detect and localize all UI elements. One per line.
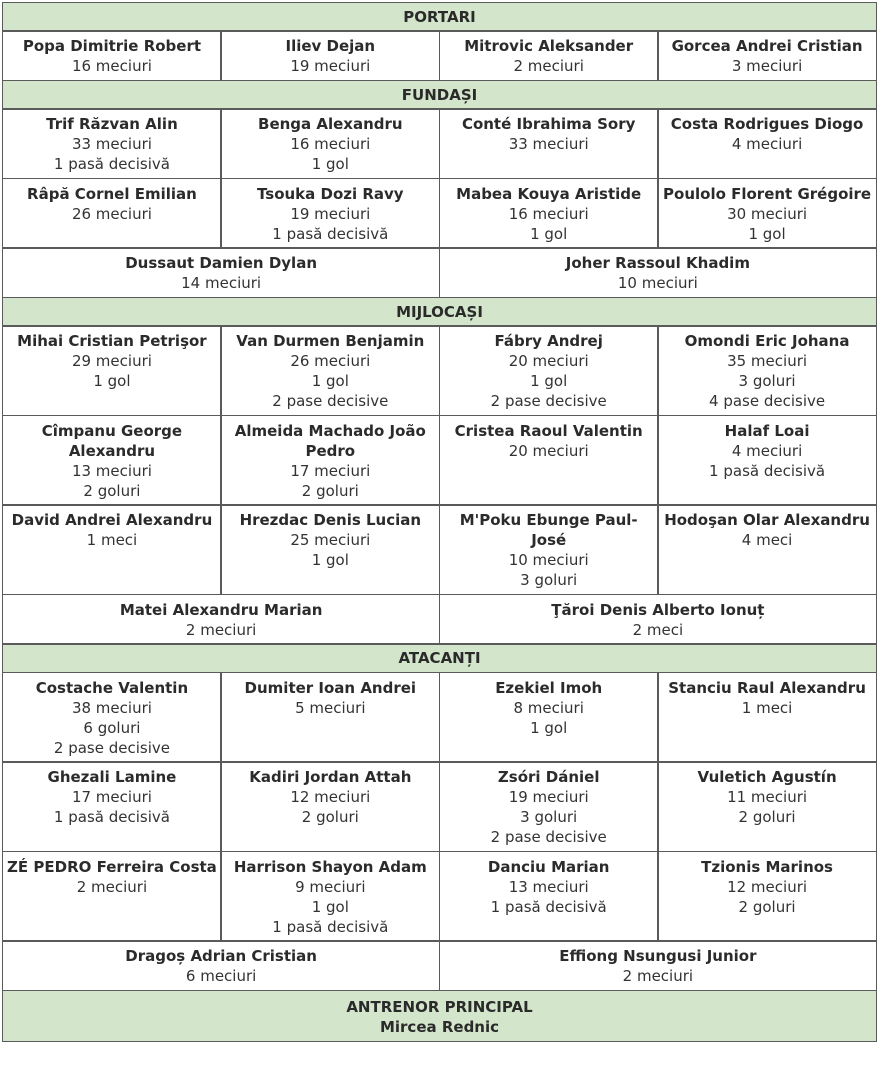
player-stat: 33 meciuri [71,135,152,153]
player-row [2,940,877,991]
player-stat: 1 gol [93,372,131,390]
player-stat: 2 goluri [738,897,796,916]
player-stat: 38 meciuri [71,698,152,717]
player-name: Gorcea Andrei Cristian [671,37,863,55]
player-stat: 19 meciuri [290,57,371,75]
player-stat: 17 meciuri [71,788,152,806]
player-name: Tsouka Dozi Ravy [257,184,404,203]
player-stat: 4 meciuri [731,135,803,153]
player-stat: 2 pase decisive [490,392,607,410]
player-cell [2,672,222,763]
player-stat: 1 meci [741,698,793,717]
player-stat: 2 meciuri [513,57,584,75]
player-stat: 2 meciuri [76,877,148,896]
player-stat: 4 pase decisive [709,392,826,410]
section-header: FUNDAȘI [2,80,877,110]
player-cell [220,178,440,249]
player-row [2,30,877,81]
section-header: ATACANȚI [2,643,877,673]
player-cell [439,940,877,991]
player-stat: 1 pasă decisivă [490,897,607,916]
player-stat: 6 goluri [83,718,141,737]
player-name: Effiong Nsungusi Junior [559,947,757,965]
player-cell [439,325,659,416]
player-name: Zsóri Dániel [497,768,600,786]
player-name: David Andrei Alexandru [11,511,213,529]
player-stat: 1 gol [530,372,568,390]
player-stat: 1 gol [748,224,786,243]
player-row [2,851,877,942]
player-name: Râpă Cornel Emilian [27,184,197,203]
player-cell [657,178,877,249]
player-name: Danciu Marian [487,857,610,876]
player-name: M'Poku Ebunge Paul-José [459,511,638,549]
player-stat: 2 goluri [83,481,141,500]
player-stat: 10 meciuri [617,274,698,292]
player-stat: 2 meciuri [622,967,694,985]
player-stat: 25 meciuri [290,531,371,549]
player-stat: 1 gol [311,551,349,569]
player-name: Van Durmen Benjamin [236,332,425,350]
player-stat: 4 meci [741,531,793,549]
player-stat: 19 meciuri [508,788,589,806]
player-stat: 1 gol [530,224,568,243]
player-cell [2,851,222,942]
player-name: Hodoşan Olar Alexandru [664,511,870,529]
player-cell [657,108,877,179]
player-stat: 1 gol [530,718,568,737]
player-cell [2,504,222,595]
player-cell [2,415,222,506]
player-name: Kadiri Jordan Attah [249,768,412,786]
player-stat: 1 meci [86,531,138,549]
player-cell [439,672,659,763]
player-row [2,325,877,416]
player-cell [220,851,440,942]
player-row [2,761,877,852]
player-stat: 19 meciuri [290,204,371,223]
player-cell [657,325,877,416]
player-stat: 1 gol [311,897,349,916]
player-name: Costache Valentin [35,678,189,697]
player-stat: 20 meciuri [508,352,589,370]
player-name: Mihai Cristian Petrişor [17,332,207,350]
player-stat: 2 goluri [301,808,359,826]
player-cell [439,108,659,179]
player-stat: 3 goluri [520,571,578,589]
player-cell [657,504,877,595]
player-stat: 12 meciuri [727,877,808,896]
player-row [2,108,877,179]
player-name: Cristea Raoul Valentin [454,421,643,440]
player-stat: 1 pasă decisivă [272,917,389,936]
player-cell [2,30,222,81]
player-name: Joher Rassoul Khadim [565,254,750,272]
player-stat: 1 pasă decisivă [709,461,826,480]
player-stat: 2 pase decisive [53,738,170,757]
player-row [2,415,877,506]
player-name: Trif Răzvan Alin [46,115,178,133]
player-stat: 5 meciuri [295,698,366,717]
player-name: Conté Ibrahima Sory [461,115,636,133]
player-stat: 14 meciuri [181,274,262,292]
player-name: Dussaut Damien Dylan [125,254,318,272]
player-cell [439,30,659,81]
player-cell [2,940,440,991]
player-cell [439,178,659,249]
player-stat: 1 gol [311,372,349,390]
player-stat: 30 meciuri [727,204,808,223]
player-name: Cîmpanu George Alexandru [41,421,183,460]
player-row [2,672,877,763]
player-stat: 6 meciuri [185,967,257,985]
player-name: Mabea Kouya Aristide [456,184,642,203]
player-cell [439,247,877,298]
player-name: Mitrovic Aleksander [464,37,634,55]
player-stat: 1 pasă decisivă [272,224,389,243]
player-stat: 2 pase decisive [272,392,389,410]
player-name: Stanciu Raul Alexandru [668,678,866,697]
player-stat: 35 meciuri [727,352,808,370]
player-name: Dragoș Adrian Cristian [125,947,317,965]
player-stat: 16 meciuri [71,57,152,75]
player-cell [439,594,877,645]
player-row [2,504,877,595]
player-stat: 4 meciuri [731,441,803,460]
player-cell [657,672,877,763]
player-name: Costa Rodrigues Diogo [670,115,864,133]
player-name: Harrison Shayon Adam [233,857,427,876]
player-stat: 2 meci [632,620,684,639]
player-name: Iliev Dejan [285,37,376,55]
player-name: Tzionis Marinos [701,857,833,876]
player-cell [2,594,440,645]
player-row [2,247,877,298]
roster-table [2,3,877,1042]
player-stat: 11 meciuri [727,788,808,806]
player-name: Popa Dimitrie Robert [22,37,202,55]
player-name: Ezekiel Imoh [495,678,603,697]
player-cell [220,504,440,595]
player-stat: 2 meciuri [185,620,257,639]
player-stat: 29 meciuri [71,352,152,370]
player-cell [439,761,659,852]
player-name: Benga Alexandru [258,115,403,133]
player-stat: 12 meciuri [290,788,371,806]
player-cell [439,415,659,506]
player-row [2,594,877,645]
player-cell [2,247,440,298]
player-stat: 2 goluri [738,808,796,826]
player-cell [220,108,440,179]
player-name: Ţăroi Denis Alberto Ionuț [551,600,765,619]
player-name: Ghezali Lamine [47,768,177,786]
player-name: Halaf Loai [724,421,810,440]
player-cell [2,761,222,852]
player-stat: 13 meciuri [71,461,152,480]
player-cell [220,761,440,852]
player-stat: 3 goluri [520,808,578,826]
section-header: MIJLOCAȘI [2,297,877,327]
player-cell [657,851,877,942]
coach-title: ANTRENOR PRINCIPAL [346,997,533,1016]
player-cell [439,504,659,595]
player-stat: 10 meciuri [508,551,589,569]
player-row [2,178,877,249]
player-cell [657,761,877,852]
player-stat: 16 meciuri [290,135,371,153]
section-header: PORTARI [2,2,877,32]
player-stat: 3 goluri [738,372,796,390]
player-stat: 33 meciuri [508,135,589,153]
player-stat: 1 pasă decisivă [53,155,170,173]
player-stat: 1 gol [311,155,349,173]
player-stat: 1 pasă decisivă [53,808,170,826]
player-stat: 17 meciuri [290,461,371,480]
player-cell [220,415,440,506]
player-cell [2,325,222,416]
player-name: Hrezdac Denis Lucian [239,511,422,529]
player-stat: 13 meciuri [508,877,589,896]
player-stat: 2 goluri [301,481,359,500]
player-stat: 9 meciuri [295,877,366,896]
player-cell [220,672,440,763]
player-stat: 8 meciuri [513,698,584,717]
player-cell [220,325,440,416]
player-stat: 20 meciuri [508,441,589,460]
player-name: Poulolo Florent Grégoire [663,184,872,203]
player-cell [657,415,877,506]
coach-box [2,990,877,1042]
player-stat: 26 meciuri [290,352,371,370]
player-stat: 26 meciuri [71,204,152,223]
player-stat: 16 meciuri [508,204,589,223]
player-name: Dumiter Ioan Andrei [244,678,417,697]
player-cell [2,108,222,179]
player-name: Matei Alexandru Marian [119,600,323,619]
player-cell [220,30,440,81]
player-stat: 3 meciuri [731,57,803,75]
player-name: ZÉ PEDRO Ferreira Costa [7,857,217,876]
player-cell [657,30,877,81]
player-cell [2,178,222,249]
player-name: Almeida Machado João Pedro [234,421,426,460]
player-cell [439,851,659,942]
player-name: Vuletich Agustín [697,768,837,786]
coach-name: Mircea Rednic [379,1017,500,1036]
player-name: Omondi Eric Johana [684,332,850,350]
player-name: Fábry Andrej [494,332,603,350]
player-stat: 2 pase decisive [490,828,607,846]
